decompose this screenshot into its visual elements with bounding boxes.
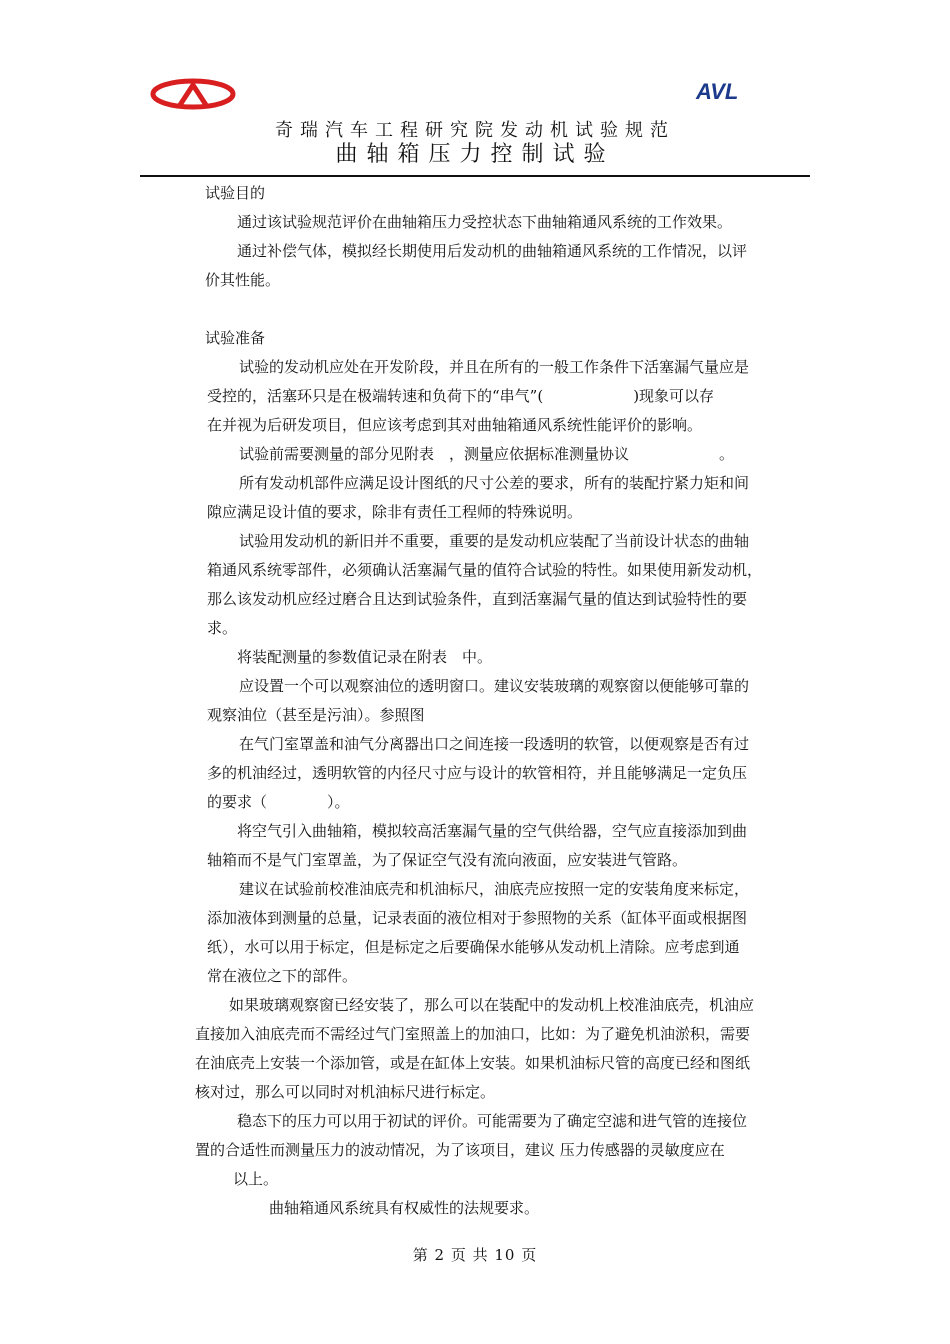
avl-logo — [694, 80, 768, 102]
paragraph-line: 受控的，活塞环只是在极端转速和负荷下的“串气”( )现象可以存 — [207, 387, 715, 405]
paragraph-line: 通过该试验规范评价在曲轴箱压力受控状态下曲轴箱通风系统的工作效果。 — [237, 213, 733, 231]
header-title: 奇瑞汽车工程研究院发动机试验规范 — [275, 120, 675, 141]
paragraph-line: 添加液体到测量的总量，记录表面的液位相对于参照物的关系（缸体平面或根据图 — [207, 909, 748, 927]
page-footer: 第 2 页 共 10 页 — [412, 1246, 538, 1264]
paragraph-line: 直接加入油底壳而不需经过气门室照盖上的加油口，比如：为了避免机油淤积，需要 — [195, 1025, 751, 1043]
paragraph-line: 将空气引入曲轴箱，模拟较高活塞漏气量的空气供给器，空气应直接添加到曲 — [237, 822, 748, 840]
avl-logo-text: AVL — [696, 80, 739, 102]
paragraph-line: 的要求（ ）。 — [207, 793, 350, 811]
paragraph-line: 在气门室罩盖和油气分离器出口之间连接一段透明的软管，以便观察是否有过 — [239, 735, 750, 753]
paragraph-line: 纸），水可以用于标定，但是标定之后要确保水能够从发动机上清除。应考虑到通 — [207, 938, 740, 956]
header-divider — [140, 175, 810, 177]
paragraph-line: 隙应满足设计值的要求，除非有责任工程师的特殊说明。 — [207, 503, 583, 521]
paragraph-line: 核对过，那么可以同时对机油标尺进行标定。 — [195, 1083, 496, 1101]
paragraph-line: 以上。 — [233, 1170, 279, 1188]
section-heading-purpose: 试验目的 — [205, 184, 266, 202]
paragraph-line: 在油底壳上安装一个添加管，或是在缸体上安装。如果机油标尺管的高度已经和图纸 — [195, 1054, 751, 1072]
paragraph-line: 应设置一个可以观察油位的透明窗口。建议安装玻璃的观察窗以便能够可靠的 — [239, 677, 750, 695]
paragraph-line: 曲轴箱通风系统具有权威性的法规要求。 — [269, 1199, 540, 1217]
paragraph-line: 常在液位之下的部件。 — [207, 967, 358, 985]
section-heading-preparation: 试验准备 — [205, 329, 266, 347]
document-title: 曲轴箱压力控制试验 — [335, 142, 615, 167]
paragraph-line: 价其性能。 — [205, 271, 281, 289]
paragraph-line: 置的合适性而测量压力的波动情况，为了该项目，建议 压力传感器的灵敏度应在 — [195, 1141, 725, 1159]
chery-logo — [150, 78, 236, 110]
paragraph-line: 在并视为后研发项目，但应该考虑到其对曲轴箱通风系统性能评价的影响。 — [207, 416, 703, 434]
paragraph-line: 求。 — [207, 619, 238, 637]
paragraph-line: 试验前需要测量的部分见附表 ，测量应依据标准测量协议 。 — [239, 445, 735, 463]
paragraph-line: 所有发动机部件应满足设计图纸的尺寸公差的要求，所有的装配拧紧力矩和间 — [239, 474, 750, 492]
paragraph-line: 多的机油经过，透明软管的内径尺寸应与设计的软管相符，并且能够满足一定负压 — [207, 764, 748, 782]
paragraph-line: 稳态下的压力可以用于初试的评价。可能需要为了确定空滤和进气管的连接位 — [237, 1112, 748, 1130]
paragraph-line: 如果玻璃观察窗已经安装了，那么可以在装配中的发动机上校准油底壳，机油应 — [229, 996, 755, 1014]
paragraph-line: 通过补偿气体，模拟经长期使用后发动机的曲轴箱通风系统的工作情况，以评 — [237, 242, 748, 260]
paragraph-line: 建议在试验前校准油底壳和机油标尺，油底壳应按照一定的安装角度来标定， — [239, 880, 750, 898]
paragraph-line: 将装配测量的参数值记录在附表 中。 — [237, 648, 493, 666]
paragraph-line: 试验用发动机的新旧并不重要，重要的是发动机应装配了当前设计状态的曲轴 — [239, 532, 750, 550]
paragraph-line: 轴箱而不是气门室罩盖，为了保证空气没有流向液面，应安装进气管路。 — [207, 851, 688, 869]
paragraph-line: 箱通风系统零部件，必须确认活塞漏气量的值符合试验的特性。如果使用新发动机， — [207, 561, 763, 579]
paragraph-line: 那么该发动机应经过磨合且达到试验条件，直到活塞漏气量的值达到试验特性的要 — [207, 590, 748, 608]
paragraph-line: 试验的发动机应处在开发阶段，并且在所有的一般工作条件下活塞漏气量应是 — [239, 358, 750, 376]
paragraph-line: 观察油位（甚至是污油）。参照图 — [207, 706, 425, 724]
